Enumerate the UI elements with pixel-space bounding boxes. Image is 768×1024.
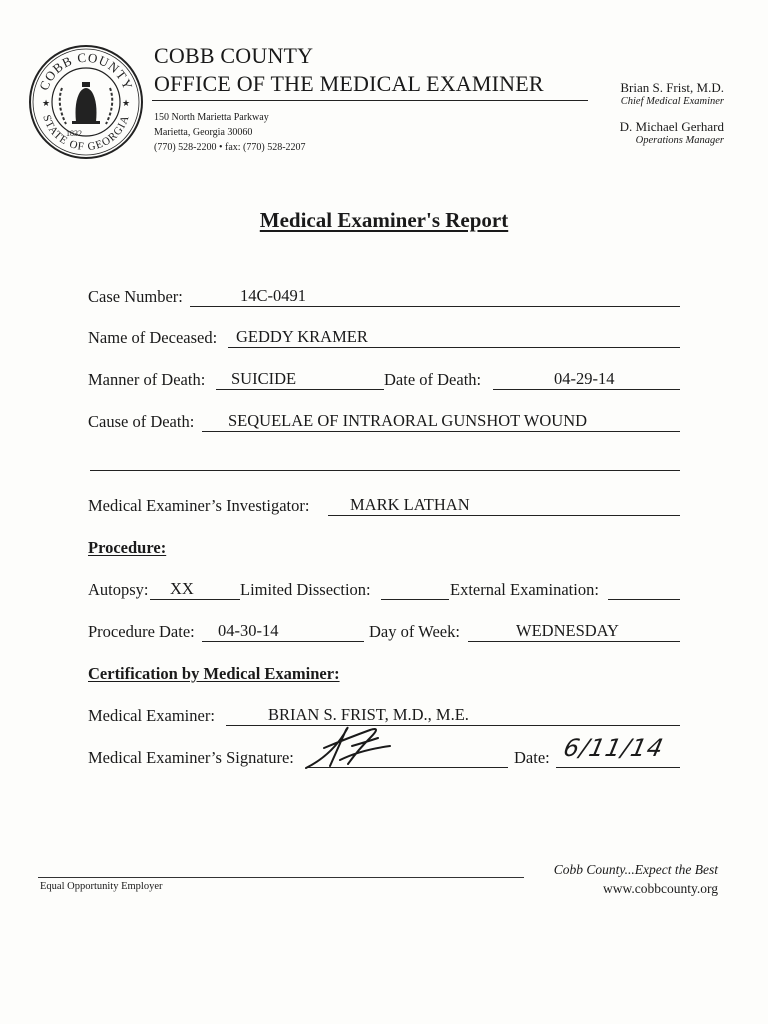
chief-me-title: Chief Medical Examiner [620, 96, 724, 107]
procedure-heading: Procedure: [88, 538, 167, 557]
chief-me-name: Brian S. Frist, M.D. [620, 80, 724, 95]
deceased-name-row [88, 326, 680, 350]
deceased-name-label: Name of Deceased: [88, 328, 218, 347]
seal-year: 1832 [66, 129, 82, 138]
cause-of-death-row [88, 410, 680, 434]
address-phone: (770) 528-2200 • fax: (770) 528-2207 [154, 142, 306, 153]
procedure-date-row [88, 620, 680, 644]
county-website: www.cobbcounty.org [603, 881, 718, 896]
seal-bottom-text: STATE OF GEORGIA [40, 113, 132, 154]
header-rule [152, 100, 588, 101]
certification-heading: Certification by Medical Examiner: [88, 664, 340, 683]
investigator-label: Medical Examiner’s Investigator: [88, 496, 310, 515]
address-street: 150 North Marietta Parkway [154, 112, 269, 123]
investigator-value: MARK LATHAN [350, 495, 470, 514]
date-of-death-label: Date of Death: [384, 370, 482, 389]
county-motto: Cobb County...Expect the Best [553, 862, 718, 877]
procedure-type-row [88, 578, 680, 602]
report-title: Medical Examiner's Report [259, 208, 509, 232]
cause-continuation-line [90, 470, 680, 471]
signature-label: Medical Examiner’s Signature: [88, 748, 294, 767]
ops-manager-title: Operations Manager [635, 135, 724, 146]
investigator-row [88, 494, 680, 518]
day-of-week-label: Day of Week: [369, 622, 460, 641]
address-block [154, 110, 306, 155]
medical-examiner-label: Medical Examiner: [88, 706, 215, 725]
limited-dissection-label: Limited Dissection: [240, 580, 371, 599]
office-name: OFFICE OF THE MEDICAL EXAMINER [154, 71, 544, 96]
manner-date-row [88, 368, 680, 392]
cause-of-death-label: Cause of Death: [88, 412, 195, 431]
handwritten-signature [300, 716, 400, 776]
day-of-week-value: WEDNESDAY [516, 621, 619, 640]
case-number-label: Case Number: [88, 287, 183, 306]
svg-text:★: ★ [42, 98, 51, 108]
medical-examiner-value: BRIAN S. FRIST, M.D., M.E. [268, 705, 469, 724]
svg-text:★: ★ [122, 98, 131, 108]
county-seal-logo [28, 44, 144, 160]
footer-rule [38, 877, 524, 878]
procedure-date-label: Procedure Date: [88, 622, 195, 641]
date-of-death-value: 04-29-14 [554, 369, 615, 388]
procedure-date-value: 04-30-14 [218, 621, 279, 640]
autopsy-value: XX [170, 579, 194, 598]
autopsy-label: Autopsy: [88, 580, 149, 599]
manner-of-death-value: SUICIDE [231, 369, 297, 388]
cause-of-death-value: SEQUELAE OF INTRAORAL GUNSHOT WOUND [228, 411, 588, 430]
case-number-value: 14C-0491 [240, 286, 306, 305]
ops-manager-name: D. Michael Gerhard [619, 119, 724, 134]
staff-block [620, 80, 724, 146]
deceased-name-value: GEDDY KRAMER [236, 327, 368, 346]
address-city: Marietta, Georgia 30060 [154, 127, 253, 138]
external-exam-label: External Examination: [450, 580, 599, 599]
seal-top-text: COBB COUNTY [36, 49, 136, 93]
signature-date-value: 6/11/14 [561, 734, 667, 762]
equal-opportunity-text: Equal Opportunity Employer [40, 881, 163, 892]
manner-of-death-label: Manner of Death: [88, 370, 206, 389]
case-number-row [88, 285, 680, 309]
date-label: Date: [514, 748, 550, 767]
county-name: COBB COUNTY [154, 43, 314, 68]
